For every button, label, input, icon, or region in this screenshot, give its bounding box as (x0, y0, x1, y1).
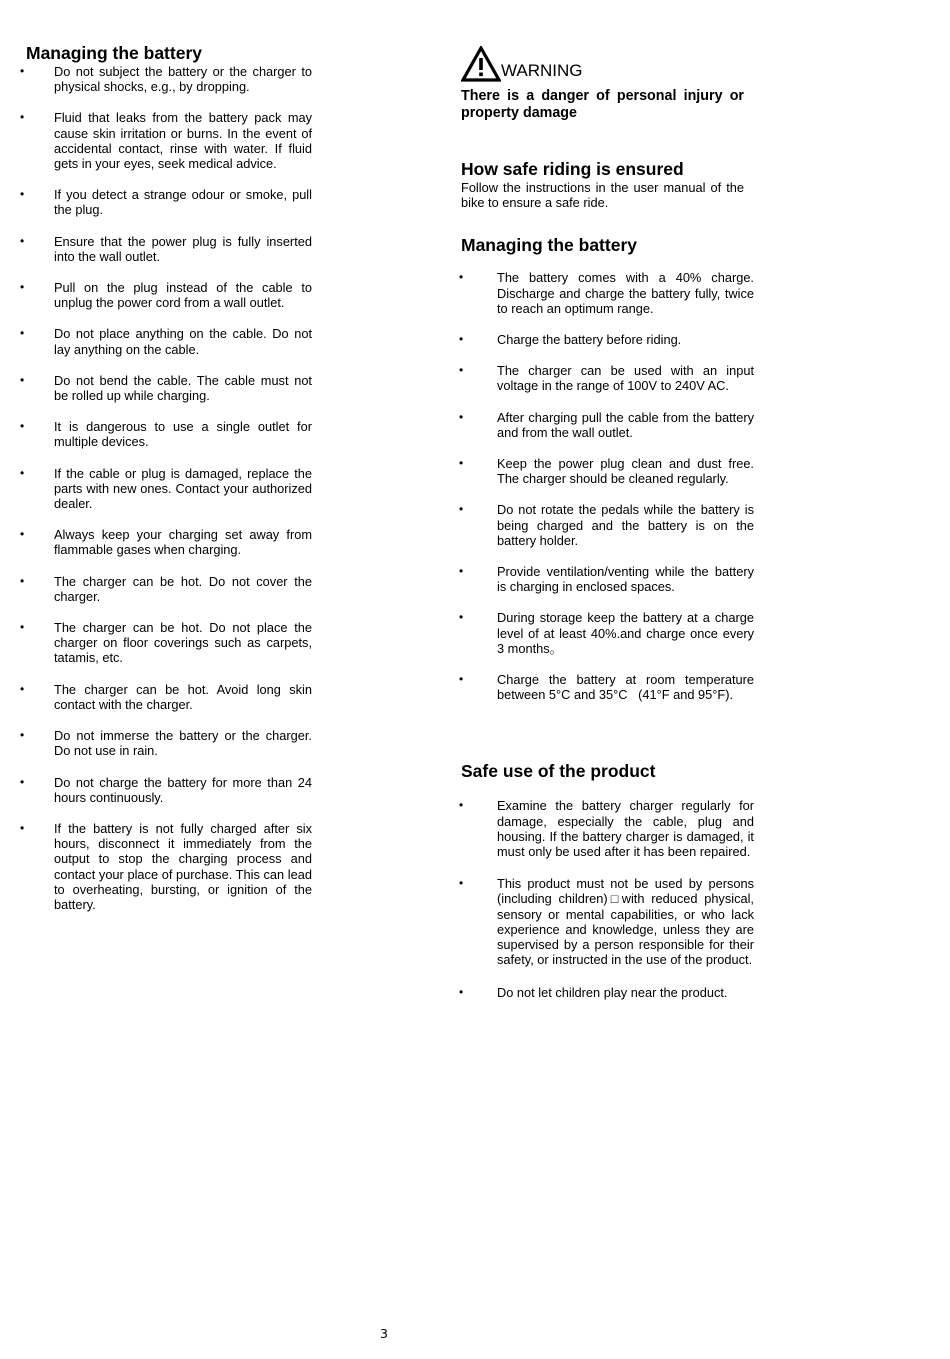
list-item (22, 821, 312, 912)
bullet-dot: • (20, 465, 25, 480)
bullet-dot: • (459, 332, 464, 347)
list-item-text: If you detect a strange odour or smoke, pull the plug. (54, 187, 312, 218)
list-item (22, 187, 312, 217)
list-item-text: The charger can be hot. Do not place the charger on floor coverings such as carpets, tatamis, etc. (54, 620, 312, 666)
list-item-text: Fluid that leaks from the battery pack may cause skin irritation or burns. In the event of accidental contact, rinse with water. If fluid gets in your eyes, seek medical advice. (54, 110, 312, 172)
list-item (461, 363, 754, 393)
list-item (22, 419, 312, 449)
bullet-dot: • (459, 363, 464, 378)
list-item-text: During storage keep the battery at a charge level of at least 40%.and charge once every 3 months。 (497, 610, 754, 656)
warning-block (461, 42, 747, 122)
list-item-text: If the battery is not fully charged after six hours, disconnect it immediately from the output to stop the charging process and contact your place of purchase. This can lead to overheating, bursting, or ignition of the battery. (54, 820, 312, 912)
list-item (461, 985, 754, 1000)
bullet-dot: • (20, 774, 25, 789)
list-item-text: Provide ventilation/venting while the battery is charging in enclosed spaces. (497, 564, 754, 595)
list-item-text: Charge the battery before riding. (497, 332, 682, 348)
bullet-dot: • (459, 984, 464, 999)
safe-riding-text: Follow the instructions in the user manual of the bike to ensure a safe ride. (461, 180, 744, 211)
list-item (22, 775, 312, 805)
section-heading-safe-riding: How safe riding is ensured (461, 159, 684, 179)
list-item (22, 682, 312, 712)
list-item (22, 326, 312, 356)
bullet-dot: • (459, 409, 464, 424)
warning-text: There is a danger of personal injury or property damage (461, 88, 744, 121)
list-item-text: It is dangerous to use a single outlet for multiple devices. (54, 419, 312, 450)
list-item-text: Always keep your charging set away from flammable gases when charging. (54, 527, 312, 558)
right-column (455, 42, 754, 1017)
warning-label: WARNING (501, 61, 583, 80)
safe-riding-section (461, 158, 747, 210)
safe-use-section (459, 760, 754, 1000)
bullet-dot: • (20, 233, 25, 248)
bullet-dot: • (459, 564, 464, 579)
list-item (22, 527, 312, 557)
bullet-dot: • (459, 672, 464, 687)
list-item-text: The battery comes with a 40% charge. Discharge and charge the battery fully, twice to reach an optimum range. (497, 270, 754, 316)
bullet-dot: • (20, 527, 25, 542)
list-item (22, 373, 312, 403)
list-item (22, 64, 312, 94)
list-item-text: The charger can be used with an input voltage in the range of 100V to 240V AC. (497, 363, 754, 394)
list-item (461, 610, 754, 656)
list-item (461, 456, 754, 486)
list-item (22, 466, 312, 512)
bullet-list (459, 798, 754, 1000)
list-item-text: Do not charge the battery for more than 24 hours continuously. (54, 774, 312, 805)
bullet-dot: • (459, 270, 464, 285)
list-item (22, 234, 312, 264)
list-item-text: Do not place anything on the cable. Do not lay anything on the cable. (54, 326, 312, 357)
bullet-list (22, 64, 312, 912)
list-item-text: Examine the battery charger regularly for damage, especially the cable, plug and housing. If the battery charger is damaged, it must only be used after it has been repaired. (497, 798, 754, 860)
bullet-dot: • (20, 728, 25, 743)
list-item-text: After charging pull the cable from the battery and from the wall outlet. (497, 409, 754, 440)
list-item (461, 876, 754, 967)
list-item (22, 620, 312, 666)
left-column (22, 42, 312, 928)
bullet-dot: • (459, 876, 464, 891)
list-item (461, 410, 754, 440)
bullet-dot: • (20, 620, 25, 635)
list-item (22, 574, 312, 604)
list-item (22, 728, 312, 758)
list-item (461, 332, 754, 347)
list-item (461, 502, 754, 548)
section-heading-managing-battery-right: Managing the battery (461, 235, 637, 256)
managing-battery-section (459, 234, 754, 703)
bullet-dot: • (459, 456, 464, 471)
bullet-dot: • (20, 326, 25, 341)
list-item-text: Do not immerse the battery or the charger. Do not use in rain. (54, 728, 312, 759)
bullet-dot: • (459, 610, 464, 625)
list-item-text: Do not bend the cable. The cable must not be rolled up while charging. (54, 372, 312, 404)
bullet-dot: • (459, 502, 464, 517)
list-item-text: If the cable or plug is damaged, replace the parts with new ones. Contact your authorized dealer. (54, 465, 312, 512)
list-item (22, 110, 312, 171)
bullet-dot: • (20, 110, 25, 125)
bullet-dot: • (20, 419, 25, 434)
list-item-text: Do not subject the battery or the charger to physical shocks, e.g., by dropping. (54, 64, 312, 95)
warning-title-row (461, 42, 747, 82)
bullet-list (459, 270, 754, 703)
list-item-text: Pull on the plug instead of the cable to unplug the power cord from a wall outlet. (54, 280, 312, 311)
bullet-dot: • (20, 573, 25, 588)
list-item-text: Keep the power plug clean and dust free. The charger should be cleaned regularly. (497, 456, 754, 487)
list-item (461, 270, 754, 316)
list-item-text: The charger can be hot. Avoid long skin contact with the charger. (54, 681, 312, 712)
bullet-dot: • (459, 798, 464, 813)
list-item-text: The charger can be hot. Do not cover the charger. (54, 573, 312, 604)
list-item (22, 280, 312, 310)
list-item (461, 672, 754, 702)
bullet-dot: • (20, 820, 25, 835)
list-item (461, 798, 754, 859)
list-item-text: This product must not be used by persons (including children)□with reduced physical, sensory or mental capabilities, or who lack experience and knowledge, unless they are supervised by a person responsible for their safety, or instructed in the use of the product. (497, 876, 754, 968)
bullet-dot: • (20, 187, 25, 202)
list-item-text: Do not let children play near the product. (497, 984, 728, 1000)
list-item (461, 564, 754, 594)
bullet-dot: • (20, 64, 25, 78)
list-item-text: Do not rotate the pedals while the battery is being charged and the battery is on the battery holder. (497, 502, 754, 548)
section-heading-managing-battery: Managing the battery (26, 43, 202, 63)
bullet-dot: • (20, 681, 25, 696)
section-heading-safe-use: Safe use of the product (461, 761, 656, 782)
bullet-dot: • (20, 372, 25, 387)
list-item-text: Charge the battery at room temperature between 5°C and 35°C (41°F and 95°F). (497, 672, 754, 703)
list-item-text: Ensure that the power plug is fully inserted into the wall outlet. (54, 233, 312, 264)
page-number: 3 (380, 1326, 388, 1341)
bullet-dot: • (20, 280, 25, 295)
warning-triangle-icon (461, 46, 501, 82)
